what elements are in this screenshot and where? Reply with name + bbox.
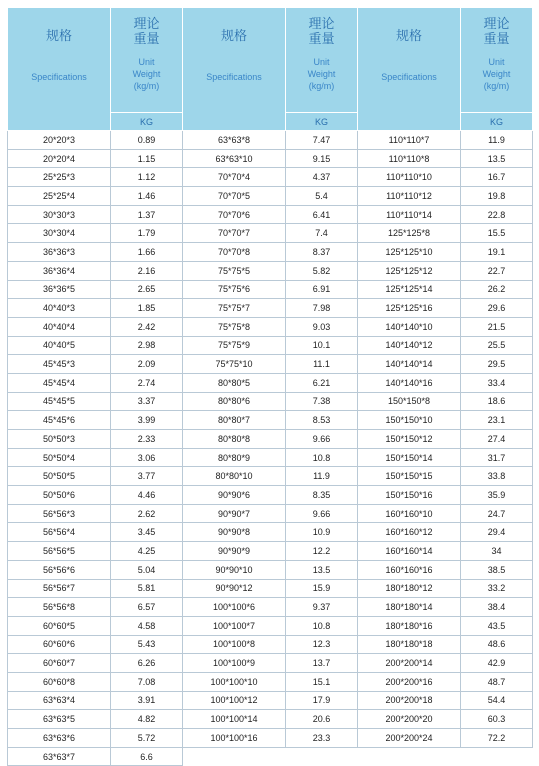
- spec-cell: 125*125*16: [358, 299, 461, 318]
- spec-cell: 60*60*6: [8, 635, 111, 654]
- spec-cell: 180*180*18: [358, 635, 461, 654]
- weight-cell: 1.15: [111, 149, 183, 168]
- spec-cell: 45*45*4: [8, 373, 111, 392]
- weight-cell: 21.5: [461, 317, 533, 336]
- spec-cell: 80*80*7: [183, 411, 286, 430]
- spec-cell: 110*110*10: [358, 168, 461, 187]
- weight-header-cn1: 理论: [483, 16, 510, 31]
- spec-cell: 140*140*10: [358, 317, 461, 336]
- weight-cell: 4.25: [111, 542, 183, 561]
- weight-cell: 2.16: [111, 261, 183, 280]
- spec-cell: 50*50*3: [8, 430, 111, 449]
- spec-cell: 140*140*12: [358, 336, 461, 355]
- weight-header-en1: Unit: [138, 57, 155, 67]
- spec-cell: 63*63*10: [183, 149, 286, 168]
- weight-cell: 5.72: [111, 729, 183, 748]
- table-row: [8, 261, 533, 280]
- weight-cell: 4.82: [111, 710, 183, 729]
- weight-cell: 6.21: [286, 373, 358, 392]
- spec-cell: 110*110*8: [358, 149, 461, 168]
- weight-cell: 6.41: [286, 205, 358, 224]
- weight-cell: 15.9: [286, 579, 358, 598]
- spec-cell: 110*110*12: [358, 187, 461, 206]
- empty-cell: [358, 747, 461, 766]
- weight-cell: 6.57: [111, 598, 183, 617]
- table-row: [8, 411, 533, 430]
- weight-cell: 1.12: [111, 168, 183, 187]
- table-row: [8, 336, 533, 355]
- spec-cell: 200*200*20: [358, 710, 461, 729]
- table-row: [8, 747, 533, 766]
- spec-cell: 45*45*5: [8, 392, 111, 411]
- weight-cell: 9.37: [286, 598, 358, 617]
- table-row: [8, 467, 533, 486]
- weight-cell: 10.8: [286, 448, 358, 467]
- spec-cell: 75*75*5: [183, 261, 286, 280]
- weight-cell: 9.15: [286, 149, 358, 168]
- weight-cell: 2.74: [111, 373, 183, 392]
- weight-cell: 38.5: [461, 560, 533, 579]
- spec-cell: 150*150*8: [358, 392, 461, 411]
- spec-cell: 40*40*4: [8, 317, 111, 336]
- weight-header-cn2: 重量: [483, 31, 510, 46]
- spec-cell: 80*80*10: [183, 467, 286, 486]
- spec-header-cn: 规格: [45, 27, 72, 43]
- spec-cell: 75*75*6: [183, 280, 286, 299]
- weight-header-cn: [461, 16, 532, 46]
- empty-cell: [286, 747, 358, 766]
- spec-cell: 110*110*7: [358, 131, 461, 150]
- spec-cell: 70*70*5: [183, 187, 286, 206]
- weight-cell: 42.9: [461, 654, 533, 673]
- weight-cell: 7.38: [286, 392, 358, 411]
- weight-header: [111, 8, 183, 113]
- table-row: [8, 187, 533, 206]
- table-row: [8, 205, 533, 224]
- table-row: [8, 635, 533, 654]
- weight-cell: 10.9: [286, 523, 358, 542]
- spec-cell: 160*160*16: [358, 560, 461, 579]
- weight-header-cn1: 理论: [308, 16, 335, 31]
- table-row: [8, 542, 533, 561]
- weight-cell: 5.4: [286, 187, 358, 206]
- spec-cell: 45*45*3: [8, 355, 111, 374]
- weight-cell: 13.7: [286, 654, 358, 673]
- weight-header-cn: [286, 16, 357, 46]
- table-row: [8, 243, 533, 262]
- weight-cell: 1.66: [111, 243, 183, 262]
- weight-cell: 9.66: [286, 504, 358, 523]
- weight-cell: 5.81: [111, 579, 183, 598]
- spec-cell: 140*140*14: [358, 355, 461, 374]
- weight-header-en2: Weight: [307, 69, 336, 79]
- spec-cell: 150*150*16: [358, 486, 461, 505]
- spec-cell: 80*80*5: [183, 373, 286, 392]
- weight-cell: 34: [461, 542, 533, 561]
- weight-cell: 4.46: [111, 486, 183, 505]
- spec-cell: 56*56*5: [8, 542, 111, 561]
- weight-cell: 18.6: [461, 392, 533, 411]
- weight-cell: 26.2: [461, 280, 533, 299]
- table-row: [8, 579, 533, 598]
- weight-cell: 35.9: [461, 486, 533, 505]
- weight-cell: 43.5: [461, 616, 533, 635]
- spec-cell: 20*20*4: [8, 149, 111, 168]
- table-row: [8, 691, 533, 710]
- weight-cell: 7.98: [286, 299, 358, 318]
- weight-cell: 15.5: [461, 224, 533, 243]
- spec-cell: 25*25*4: [8, 187, 111, 206]
- spec-cell: 20*20*3: [8, 131, 111, 150]
- spec-cell: 70*70*4: [183, 168, 286, 187]
- table-row: [8, 486, 533, 505]
- table-row: [8, 224, 533, 243]
- weight-cell: 0.89: [111, 131, 183, 150]
- table-row: [8, 299, 533, 318]
- weight-cell: 19.1: [461, 243, 533, 262]
- weight-header-cn2: 重量: [308, 31, 335, 46]
- unit-label: KG: [461, 113, 533, 131]
- spec-cell: 90*90*10: [183, 560, 286, 579]
- spec-cell: 36*36*5: [8, 280, 111, 299]
- spec-header-en: Specifications: [31, 71, 87, 82]
- weight-cell: 5.43: [111, 635, 183, 654]
- spec-cell: 180*180*12: [358, 579, 461, 598]
- weight-cell: 3.45: [111, 523, 183, 542]
- spec-cell: 56*56*8: [8, 598, 111, 617]
- weight-cell: 29.5: [461, 355, 533, 374]
- spec-cell: 30*30*3: [8, 205, 111, 224]
- table-row: [8, 430, 533, 449]
- table-row: [8, 560, 533, 579]
- weight-cell: 13.5: [461, 149, 533, 168]
- table-row: [8, 149, 533, 168]
- spec-cell: 100*100*14: [183, 710, 286, 729]
- weight-cell: 5.04: [111, 560, 183, 579]
- spec-cell: 36*36*3: [8, 243, 111, 262]
- angle-steel-weight-table: [7, 7, 533, 766]
- weight-cell: 19.8: [461, 187, 533, 206]
- spec-cell: 200*200*14: [358, 654, 461, 673]
- spec-cell: 75*75*8: [183, 317, 286, 336]
- spec-cell: 150*150*15: [358, 467, 461, 486]
- weight-header-cn2: 重量: [133, 31, 160, 46]
- weight-cell: 11.9: [461, 131, 533, 150]
- weight-cell: 2.65: [111, 280, 183, 299]
- table-row: [8, 504, 533, 523]
- weight-cell: 8.35: [286, 486, 358, 505]
- spec-cell: 63*63*7: [8, 747, 111, 766]
- weight-cell: 3.77: [111, 467, 183, 486]
- weight-cell: 3.91: [111, 691, 183, 710]
- spec-cell: 75*75*7: [183, 299, 286, 318]
- weight-cell: 11.1: [286, 355, 358, 374]
- spec-cell: 150*150*14: [358, 448, 461, 467]
- spec-cell: 90*90*9: [183, 542, 286, 561]
- weight-cell: 6.6: [111, 747, 183, 766]
- weight-cell: 16.7: [461, 168, 533, 187]
- table-row: [8, 448, 533, 467]
- spec-header: [8, 8, 111, 131]
- spec-cell: 56*56*7: [8, 579, 111, 598]
- spec-cell: 80*80*9: [183, 448, 286, 467]
- spec-cell: 60*60*7: [8, 654, 111, 673]
- weight-header-en1: Unit: [313, 57, 330, 67]
- weight-cell: 6.26: [111, 654, 183, 673]
- weight-header-en2: Weight: [132, 69, 161, 79]
- weight-cell: 23.1: [461, 411, 533, 430]
- weight-header-en3: (kg/m): [133, 81, 160, 91]
- weight-cell: 7.47: [286, 131, 358, 150]
- weight-cell: 11.9: [286, 467, 358, 486]
- weight-cell: 20.6: [286, 710, 358, 729]
- spec-cell: 100*100*6: [183, 598, 286, 617]
- weight-cell: 31.7: [461, 448, 533, 467]
- weight-cell: 12.2: [286, 542, 358, 561]
- spec-cell: 200*200*18: [358, 691, 461, 710]
- spec-cell: 150*150*10: [358, 411, 461, 430]
- weight-cell: 22.7: [461, 261, 533, 280]
- spec-cell: 125*125*8: [358, 224, 461, 243]
- weight-cell: 5.82: [286, 261, 358, 280]
- spec-cell: 80*80*8: [183, 430, 286, 449]
- weight-header: [286, 8, 358, 113]
- table-row: [8, 598, 533, 617]
- weight-cell: 8.53: [286, 411, 358, 430]
- spec-cell: 50*50*4: [8, 448, 111, 467]
- weight-cell: 2.42: [111, 317, 183, 336]
- weight-header-en2: Weight: [482, 69, 511, 79]
- weight-header-cn: [111, 16, 182, 46]
- weight-header-en1: Unit: [488, 57, 505, 67]
- weight-cell: 2.98: [111, 336, 183, 355]
- spec-cell: 30*30*4: [8, 224, 111, 243]
- weight-cell: 8.37: [286, 243, 358, 262]
- weight-cell: 54.4: [461, 691, 533, 710]
- weight-cell: 72.2: [461, 729, 533, 748]
- spec-cell: 90*90*7: [183, 504, 286, 523]
- weight-cell: 48.7: [461, 672, 533, 691]
- spec-cell: 200*200*16: [358, 672, 461, 691]
- spec-cell: 160*160*14: [358, 542, 461, 561]
- weight-cell: 29.6: [461, 299, 533, 318]
- spec-cell: 150*150*12: [358, 430, 461, 449]
- weight-cell: 27.4: [461, 430, 533, 449]
- weight-cell: 23.3: [286, 729, 358, 748]
- spec-cell: 100*100*9: [183, 654, 286, 673]
- weight-cell: 7.4: [286, 224, 358, 243]
- weight-cell: 29.4: [461, 523, 533, 542]
- spec-cell: 125*125*10: [358, 243, 461, 262]
- spec-cell: 50*50*6: [8, 486, 111, 505]
- spec-cell: 36*36*4: [8, 261, 111, 280]
- weight-cell: 9.03: [286, 317, 358, 336]
- weight-header: [461, 8, 533, 113]
- spec-cell: 140*140*16: [358, 373, 461, 392]
- weight-cell: 33.4: [461, 373, 533, 392]
- spec-cell: 40*40*3: [8, 299, 111, 318]
- spec-cell: 180*180*14: [358, 598, 461, 617]
- weight-cell: 2.09: [111, 355, 183, 374]
- weight-cell: 33.2: [461, 579, 533, 598]
- spec-cell: 100*100*12: [183, 691, 286, 710]
- spec-cell: 60*60*8: [8, 672, 111, 691]
- weight-cell: 22.8: [461, 205, 533, 224]
- spec-cell: 63*63*6: [8, 729, 111, 748]
- weight-cell: 15.1: [286, 672, 358, 691]
- spec-cell: 80*80*6: [183, 392, 286, 411]
- spec-cell: 25*25*3: [8, 168, 111, 187]
- header-row: [8, 8, 533, 113]
- unit-label: KG: [286, 113, 358, 131]
- weight-header-en3: (kg/m): [308, 81, 335, 91]
- weight-header-en: [286, 56, 357, 92]
- spec-cell: 100*100*8: [183, 635, 286, 654]
- weight-cell: 25.5: [461, 336, 533, 355]
- table-row: [8, 654, 533, 673]
- weight-cell: 1.46: [111, 187, 183, 206]
- spec-cell: 100*100*10: [183, 672, 286, 691]
- weight-cell: 2.33: [111, 430, 183, 449]
- spec-cell: 40*40*5: [8, 336, 111, 355]
- weight-cell: 60.3: [461, 710, 533, 729]
- weight-cell: 48.6: [461, 635, 533, 654]
- table-row: [8, 317, 533, 336]
- weight-cell: 6.91: [286, 280, 358, 299]
- table-row: [8, 616, 533, 635]
- weight-cell: 12.3: [286, 635, 358, 654]
- weight-cell: 33.8: [461, 467, 533, 486]
- spec-header: [358, 8, 461, 131]
- weight-cell: 24.7: [461, 504, 533, 523]
- spec-cell: 125*125*12: [358, 261, 461, 280]
- weight-cell: 4.37: [286, 168, 358, 187]
- spec-cell: 90*90*12: [183, 579, 286, 598]
- spec-cell: 100*100*16: [183, 729, 286, 748]
- weight-header-en: [461, 56, 532, 92]
- spec-cell: 56*56*4: [8, 523, 111, 542]
- spec-header-en: Specifications: [206, 71, 262, 82]
- weight-header-en3: (kg/m): [483, 81, 510, 91]
- weight-cell: 2.62: [111, 504, 183, 523]
- spec-header-en: Specifications: [381, 71, 437, 82]
- empty-cell: [183, 747, 286, 766]
- table-row: [8, 729, 533, 748]
- spec-cell: 56*56*3: [8, 504, 111, 523]
- weight-cell: 3.06: [111, 448, 183, 467]
- spec-cell: 160*160*10: [358, 504, 461, 523]
- table-row: [8, 523, 533, 542]
- spec-cell: 70*70*8: [183, 243, 286, 262]
- spec-cell: 180*180*16: [358, 616, 461, 635]
- spec-cell: 70*70*7: [183, 224, 286, 243]
- table-row: [8, 373, 533, 392]
- unit-label: KG: [111, 113, 183, 131]
- weight-cell: 13.5: [286, 560, 358, 579]
- spec-cell: 50*50*5: [8, 467, 111, 486]
- spec-header: [183, 8, 286, 131]
- spec-cell: 63*63*8: [183, 131, 286, 150]
- spec-header-cn: 规格: [220, 27, 247, 43]
- empty-cell: [461, 747, 533, 766]
- weight-cell: 17.9: [286, 691, 358, 710]
- weight-cell: 38.4: [461, 598, 533, 617]
- spec-cell: 90*90*6: [183, 486, 286, 505]
- weight-cell: 1.37: [111, 205, 183, 224]
- weight-header-en: [111, 56, 182, 92]
- table-row: [8, 168, 533, 187]
- weight-cell: 10.1: [286, 336, 358, 355]
- table-row: [8, 280, 533, 299]
- table-row: [8, 392, 533, 411]
- table-row: [8, 131, 533, 150]
- spec-cell: 75*75*9: [183, 336, 286, 355]
- spec-cell: 160*160*12: [358, 523, 461, 542]
- weight-cell: 1.79: [111, 224, 183, 243]
- spec-cell: 100*100*7: [183, 616, 286, 635]
- weight-cell: 10.8: [286, 616, 358, 635]
- weight-cell: 3.99: [111, 411, 183, 430]
- spec-cell: 125*125*14: [358, 280, 461, 299]
- weight-cell: 4.58: [111, 616, 183, 635]
- weight-cell: 7.08: [111, 672, 183, 691]
- spec-header-cn: 规格: [395, 27, 422, 43]
- weight-cell: 1.85: [111, 299, 183, 318]
- spec-cell: 63*63*5: [8, 710, 111, 729]
- weight-header-cn1: 理论: [133, 16, 160, 31]
- table-row: [8, 355, 533, 374]
- spec-cell: 45*45*6: [8, 411, 111, 430]
- spec-cell: 200*200*24: [358, 729, 461, 748]
- table-row: [8, 710, 533, 729]
- table-row: [8, 672, 533, 691]
- spec-cell: 110*110*14: [358, 205, 461, 224]
- spec-cell: 90*90*8: [183, 523, 286, 542]
- spec-cell: 63*63*4: [8, 691, 111, 710]
- weight-cell: 9.66: [286, 430, 358, 449]
- spec-cell: 60*60*5: [8, 616, 111, 635]
- spec-cell: 75*75*10: [183, 355, 286, 374]
- spec-cell: 56*56*6: [8, 560, 111, 579]
- weight-cell: 3.37: [111, 392, 183, 411]
- spec-cell: 70*70*6: [183, 205, 286, 224]
